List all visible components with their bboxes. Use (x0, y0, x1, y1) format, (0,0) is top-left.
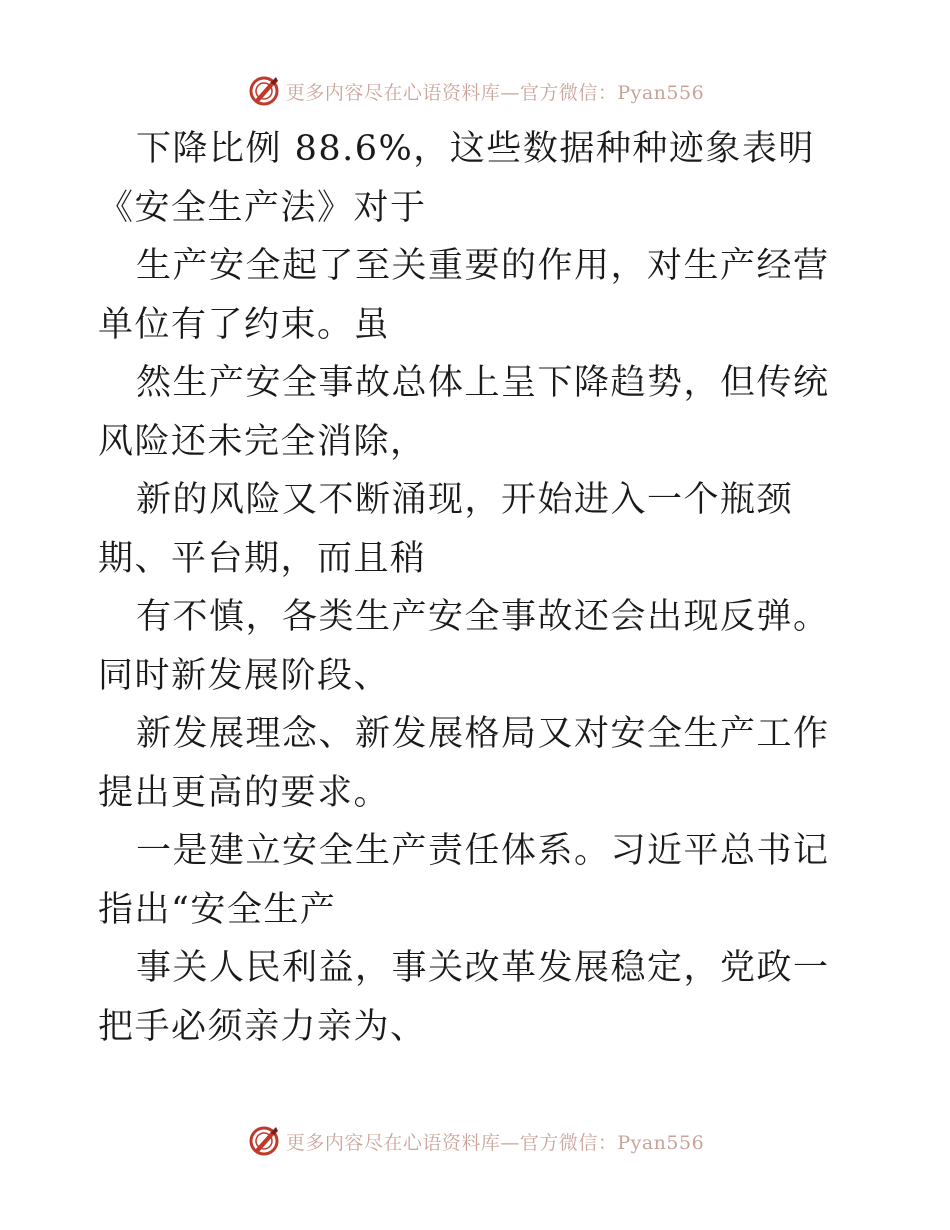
header-watermark (0, 71, 950, 111)
pen-logo-icon (246, 1123, 282, 1159)
watermark-text: 更多内容尽在心语资料库—官方微信：Pyan556 (285, 1131, 705, 1154)
paragraph: 下降比例 88.6%，这些数据种种迹象表明《安全生产法》对于 (98, 129, 815, 228)
watermark-text: 更多内容尽在心语资料库—官方微信：Pyan556 (285, 81, 705, 104)
paragraph: 有不慎，各类生产安全事故还会出现反弹。同时新发展阶段、 (98, 597, 830, 696)
paragraph: 一是建立安全生产责任体系。习近平总书记指出“安全生产 (98, 831, 830, 930)
paragraph: 新发展理念、新发展格局又对安全生产工作提出更高的要求。 (98, 714, 830, 813)
document-body (98, 120, 858, 1056)
pen-logo-icon (246, 73, 282, 109)
paragraph: 新的风险又不断涌现，开始进入一个瓶颈期、平台期，而且稍 (98, 480, 794, 579)
paragraph: 生产安全起了至关重要的作用，对生产经营单位有了约束。虽 (98, 246, 830, 345)
paragraph: 然生产安全事故总体上呈下降趋势，但传统风险还未完全消除， (98, 363, 830, 462)
footer-watermark (0, 1121, 950, 1161)
paragraph: 事关人民利益，事关改革发展稳定，党政一把手必须亲力亲为、 (98, 948, 830, 1047)
